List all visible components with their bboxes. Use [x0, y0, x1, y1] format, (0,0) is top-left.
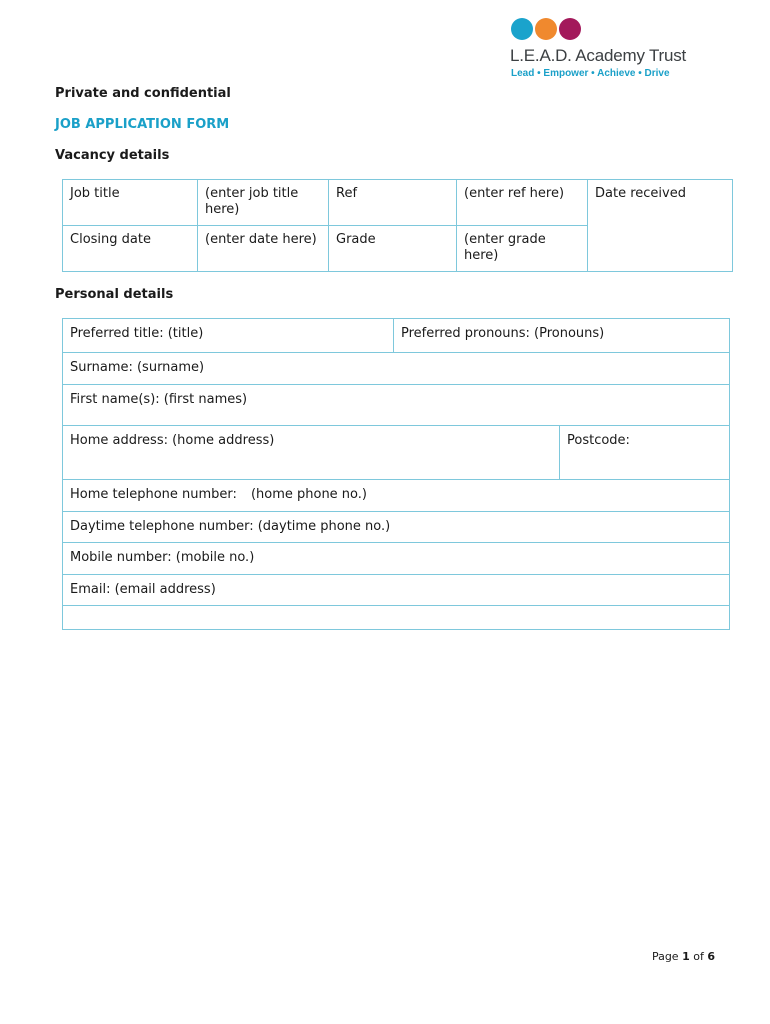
magenta-dot-icon [559, 18, 581, 40]
table-row [63, 543, 730, 575]
home-telephone-label: Home telephone number: [70, 487, 237, 502]
of-label: of [693, 950, 704, 963]
page-footer [652, 950, 715, 963]
table-row [63, 319, 730, 353]
table-row [63, 575, 730, 606]
job-title-label: Job title [63, 180, 198, 226]
personal-details-heading: Personal details [55, 287, 174, 302]
vacancy-details-heading: Vacancy details [55, 148, 170, 163]
page-total: 6 [707, 950, 715, 963]
date-received-cell: Date received [588, 180, 733, 272]
personal-details-table [62, 318, 730, 630]
home-telephone-field[interactable] [63, 480, 730, 512]
logo-tagline: Lead • Empower • Achieve • Drive [511, 68, 670, 79]
ref-label: Ref [329, 180, 457, 226]
logo-name: L.E.A.D. Academy Trust [510, 46, 687, 65]
trust-logo [510, 18, 690, 79]
preferred-pronouns-field[interactable]: Preferred pronouns: (Pronouns) [394, 319, 730, 353]
surname-field[interactable]: Surname: (surname) [63, 353, 730, 385]
home-telephone-value: (home phone no.) [250, 487, 367, 502]
vacancy-details-table [62, 179, 733, 272]
table-row [63, 512, 730, 543]
first-names-field[interactable]: First name(s): (first names) [63, 385, 730, 426]
blank-field[interactable] [63, 606, 730, 630]
postcode-field[interactable]: Postcode: [560, 426, 730, 480]
home-address-field[interactable]: Home address: (home address) [63, 426, 560, 480]
grade-label: Grade [329, 226, 457, 272]
logo-dots [510, 18, 690, 40]
form-title: JOB APPLICATION FORM [55, 117, 230, 132]
table-row [63, 180, 733, 226]
private-confidential-heading: Private and confidential [55, 86, 231, 101]
teal-dot-icon [511, 18, 533, 40]
grade-field[interactable]: (enter grade here) [457, 226, 588, 272]
mobile-number-field[interactable]: Mobile number: (mobile no.) [63, 543, 730, 575]
table-row [63, 426, 730, 480]
preferred-title-field[interactable]: Preferred title: (title) [63, 319, 394, 353]
table-row [63, 480, 730, 512]
page-label: Page [651, 950, 679, 963]
closing-date-label: Closing date [63, 226, 198, 272]
job-title-field[interactable]: (enter job title here) [198, 180, 329, 226]
page-current: 1 [682, 950, 690, 963]
table-row [63, 353, 730, 385]
ref-field[interactable]: (enter ref here) [457, 180, 588, 226]
closing-date-field[interactable]: (enter date here) [198, 226, 329, 272]
table-row [63, 385, 730, 426]
orange-dot-icon [535, 18, 557, 40]
daytime-telephone-field[interactable]: Daytime telephone number: (daytime phone no.) [63, 512, 730, 543]
table-row [63, 606, 730, 630]
email-field[interactable]: Email: (email address) [63, 575, 730, 606]
